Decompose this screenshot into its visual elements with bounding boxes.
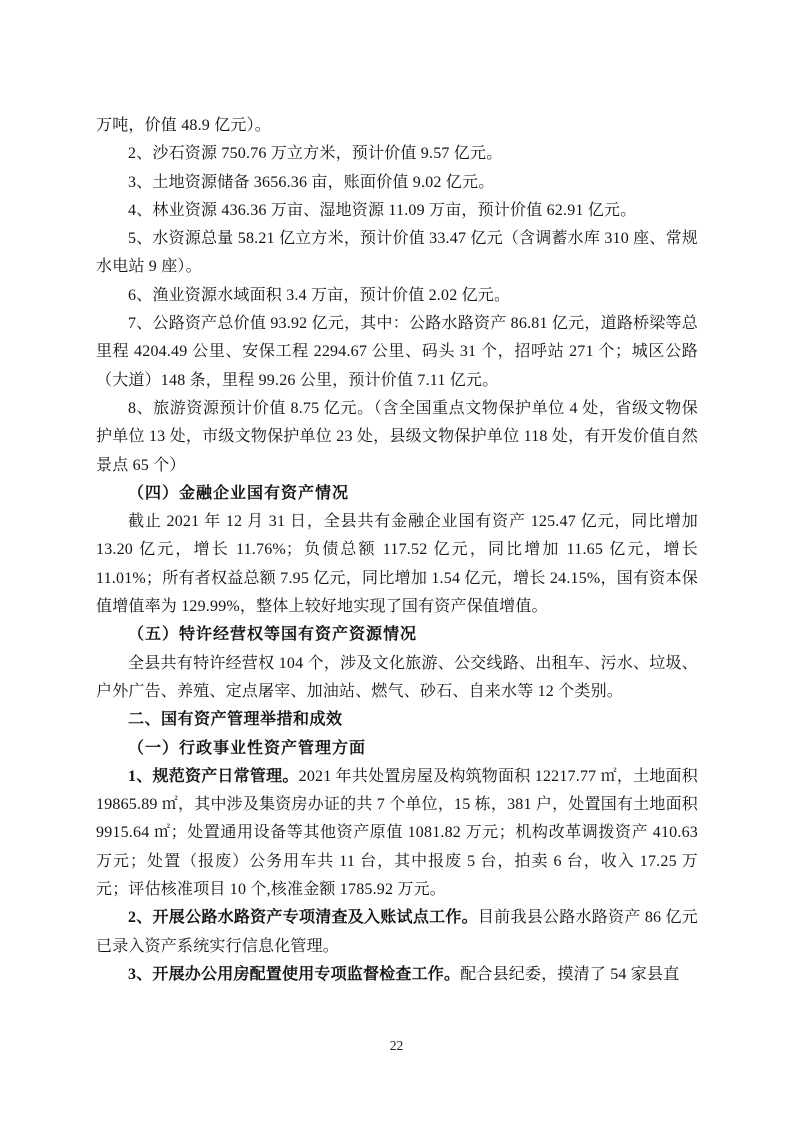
text-segment: 1、规范资产日常管理。 [128, 767, 299, 785]
text-segment: 截止 2021 年 12 月 31 日，全县共有金融企业国有资产 125.47 亿元，同比增加 13.20 亿元，增长 11.76%；负债总额 117.52 亿元，同比增加 11.65 亿元，增长 11.01%；所有者权益总额 7.95 亿元，同比增加 1.54 亿元，增长 24.15%，国有资本保值增值率为 129.99%，整体上较好地实现了国有资产保值增值。 [96, 513, 698, 616]
heading [96, 621, 698, 649]
text-segment: 二、国有资产管理举措和成效 [128, 711, 343, 729]
text-segment: 目前我县公路水路资产 86 亿元已录入资产系统实行信息化管理。 [96, 909, 698, 955]
paragraph [96, 197, 698, 225]
paragraph [96, 112, 698, 140]
heading [96, 706, 698, 734]
text-segment: （一）行政事业性资产管理方面 [128, 739, 367, 757]
text-segment: 7、公路资产总价值 93.92 亿元，其中：公路水路资产 86.81 亿元，道路桥梁等总里程 4204.49 公里、安保工程 2294.67 公里、码头 31 个，招呼站 271 个；城区公路（大道）148 条，里程 99.26 公里，预计价值 7.11 亿元。 [96, 315, 698, 389]
text-segment: 2、开展公路水路资产专项清查及入账试点工作。 [128, 909, 478, 927]
text-segment: 全县共有特许经营权 104 个，涉及文化旅游、公交线路、出租车、污水、垃圾、户外广告、养殖、定点屠宰、加油站、燃气、砂石、自来水等 12 个类别。 [96, 654, 698, 700]
text-segment: 6、渔业资源水域面积 3.4 万亩，预计价值 2.02 亿元。 [128, 286, 511, 304]
text-segment: 4、林业资源 436.36 万亩、湿地资源 11.09 万亩，预计价值 62.91 亿元。 [128, 201, 637, 219]
paragraph [96, 763, 698, 904]
paragraph [96, 169, 698, 197]
text-segment: 2、沙石资源 750.76 万立方米，预计价值 9.57 亿元。 [128, 145, 503, 163]
paragraph [96, 225, 698, 282]
paragraph [96, 961, 698, 989]
paragraph [96, 650, 698, 707]
text-segment: 5、水资源总量 58.21 亿立方米，预计价值 33.47 亿元（含调蓄水库 310 座、常规水电站 9 座）。 [96, 230, 698, 276]
page-footer [0, 1036, 793, 1056]
text-segment: 3、土地资源储备 3656.36 亩，账面价值 9.02 亿元。 [128, 173, 495, 191]
heading [96, 480, 698, 508]
text-segment: 2021 年共处置房屋及构筑物面积 12217.77 ㎡，土地面积 19865.89 ㎡，其中涉及集资房办证的共 7 个单位，15 栋，381 户，处置国有土地面积 9915.64 ㎡；处置通用设备等其他资产原值 1081.82 万元；机构改革调拨资产 410.63 万元；处置（报废）公务用车共 11 台，其中报废 5 台，拍卖 6 台，收入 17.25 万元；评估核准项目 10 个,核准金额 1785.92 万元。 [96, 767, 698, 899]
document-body [96, 112, 698, 989]
text-segment: 8、旅游资源预计价值 8.75 亿元。（含全国重点文物保护单位 4 处，省级文物保护单位 13 处，市级文物保护单位 23 处，县级文物保护单位 118 处，有开发价值自然景点 65 个） [96, 399, 698, 474]
paragraph [96, 508, 698, 621]
text-segment: （四）金融企业国有资产情况 [128, 484, 350, 502]
paragraph [96, 310, 698, 395]
text-segment: 3、开展办公用房配置使用专项监督检查工作。 [128, 965, 461, 983]
paragraph [96, 904, 698, 961]
text-segment: 万吨，价值 48.9 亿元）。 [96, 117, 272, 134]
paragraph [96, 282, 698, 310]
text-segment: 配合县纪委，摸清了 54 家县直 [460, 965, 680, 983]
paragraph [96, 140, 698, 168]
text-segment: （五）特许经营权等国有资产资源情况 [128, 626, 418, 644]
paragraph [96, 395, 698, 480]
heading [96, 735, 698, 763]
page-number: 22 [389, 1038, 404, 1053]
